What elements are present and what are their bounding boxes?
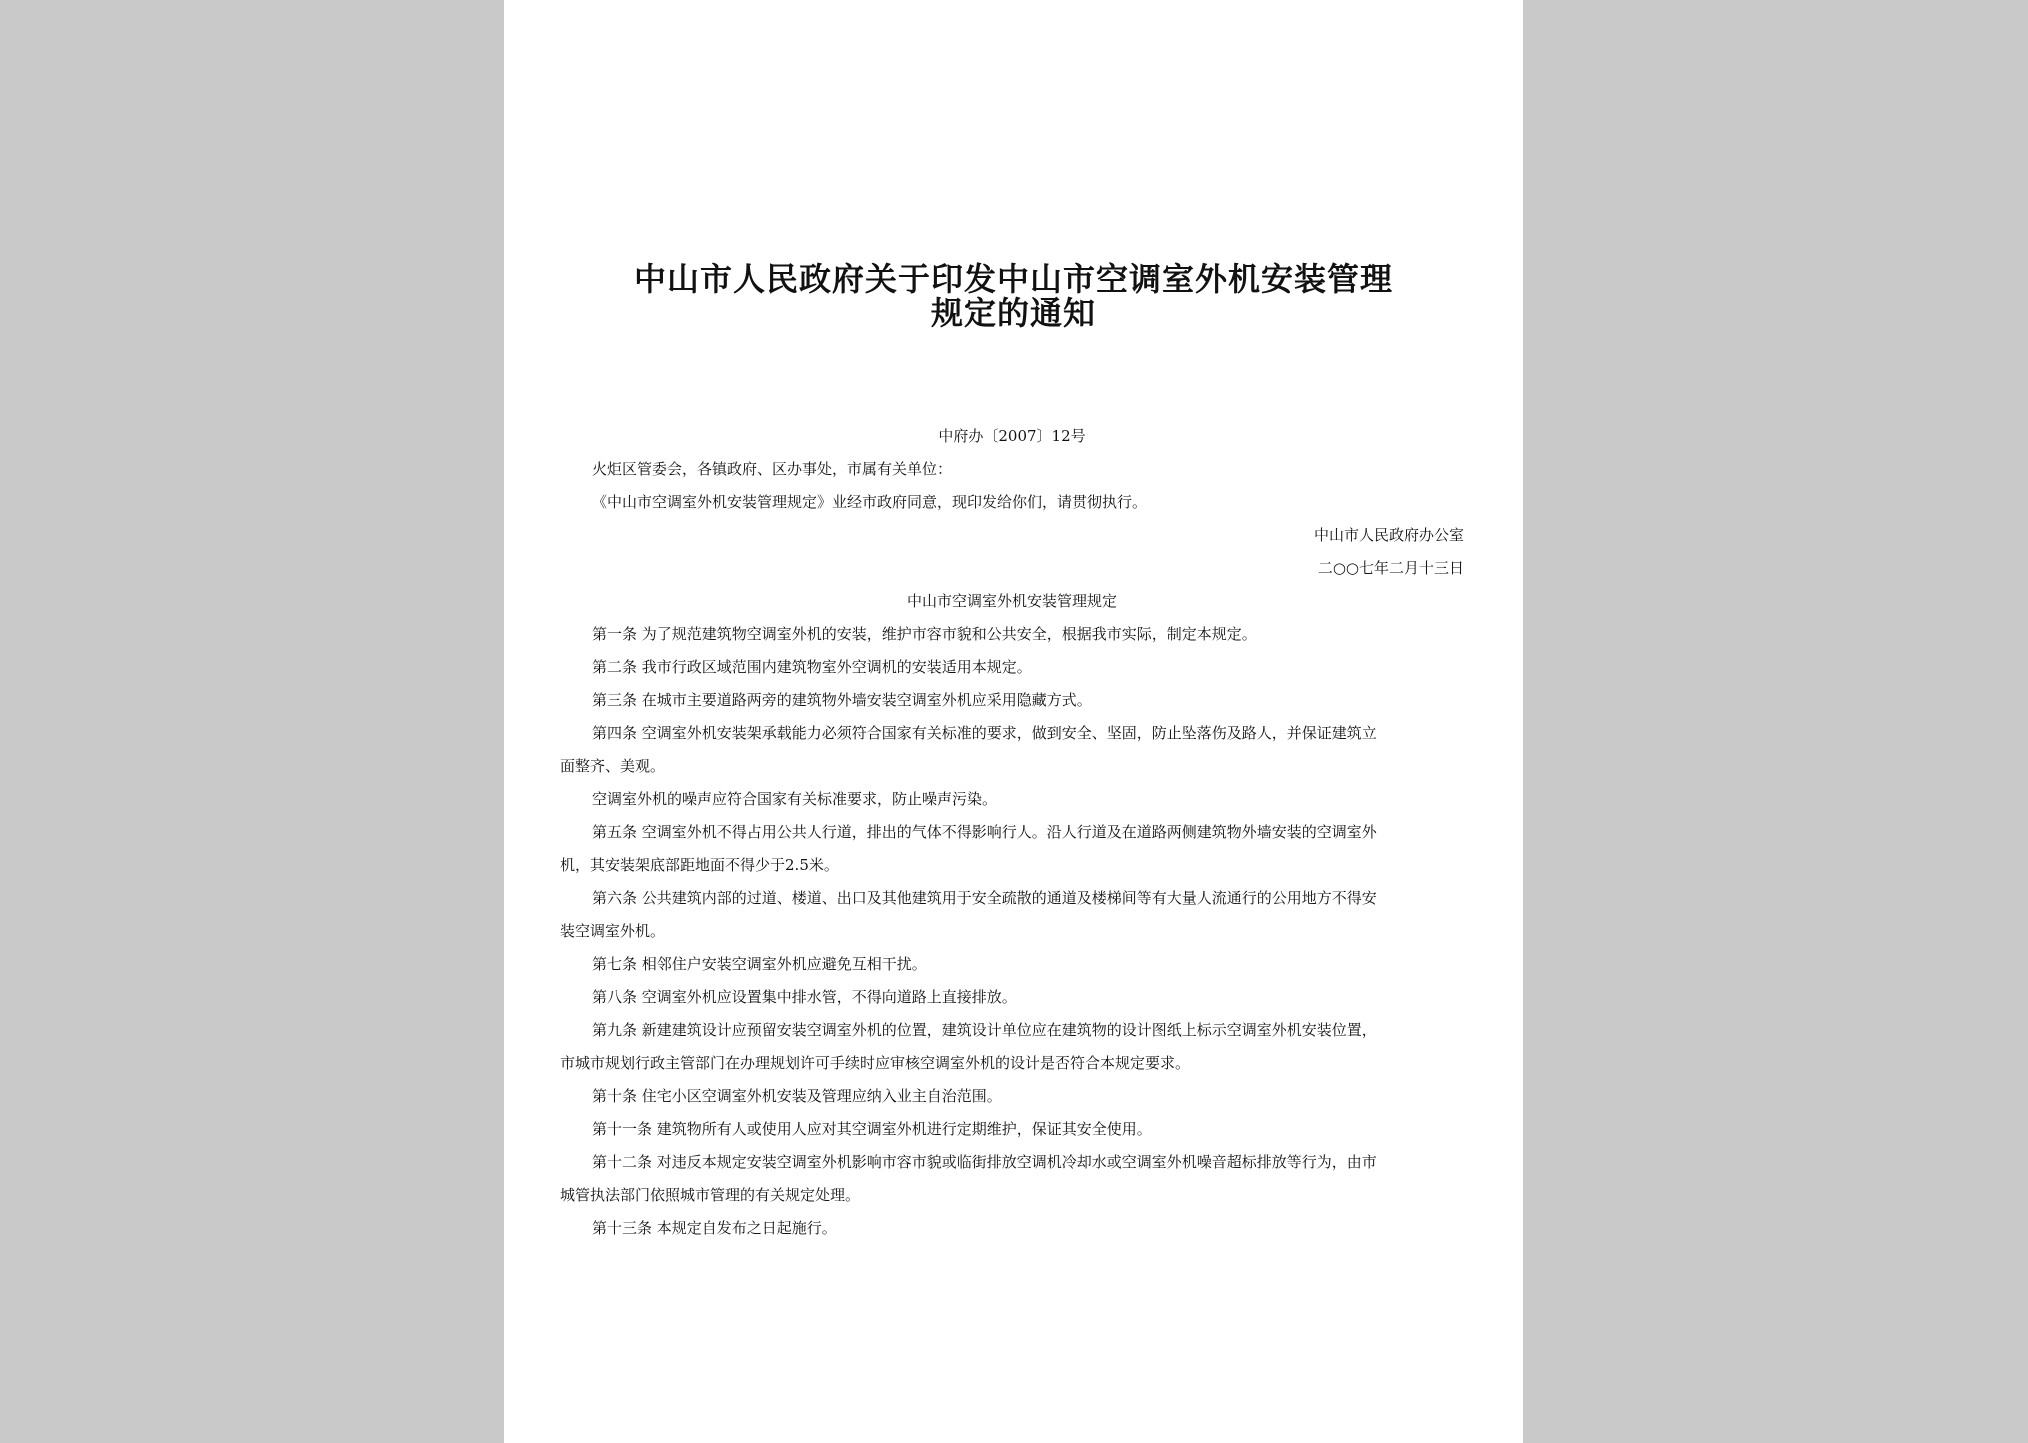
recipients: 火炬区管委会，各镇政府、区办事处，市属有关单位： — [592, 460, 953, 478]
document-page — [504, 0, 1523, 1443]
article-line: 城管执法部门依照城市管理的有关规定处理。 — [560, 1186, 861, 1204]
article-line: 第十三条 本规定自发布之日起施行。 — [592, 1219, 837, 1237]
article-line: 装空调室外机。 — [560, 922, 666, 940]
title-line-2: 规定的通知 — [930, 294, 1096, 332]
article-line: 第四条 空调室外机安装架承载能力必须符合国家有关标准的要求，做到安全、坚固，防止坠落伤及路人，并保证建筑立 — [592, 724, 1377, 742]
article-line: 第五条 空调室外机不得占用公共人行道，排出的气体不得影响行人。沿人行道及在道路两侧建筑物外墙安装的空调室外 — [592, 823, 1377, 841]
article-line: 市城市规划行政主管部门在办理规划许可手续时应审核空调室外机的设计是否符合本规定要求。 — [560, 1054, 1191, 1072]
title-line-1: 中山市人民政府关于印发中山市空调室外机安装管理 — [633, 260, 1393, 298]
article-line: 空调室外机的噪声应符合国家有关标准要求，防止噪声污染。 — [592, 790, 998, 808]
document-title — [504, 262, 1523, 330]
article-line: 第七条 相邻住户安装空调室外机应避免互相干扰。 — [592, 955, 927, 973]
issuer: 中山市人民政府办公室 — [1313, 526, 1464, 544]
article-line: 第八条 空调室外机应设置集中排水管，不得向道路上直接排放。 — [592, 988, 1017, 1006]
regulation-title: 中山市空调室外机安装管理规定 — [906, 592, 1117, 610]
article-line: 第九条 新建建筑设计应预留安装空调室外机的位置，建筑设计单位应在建筑物的设计图纸上标示空调室外机安装位置， — [592, 1021, 1377, 1039]
issue-date: 二○○七年二月十三日 — [1317, 559, 1464, 577]
article-line: 机，其安装架底部距地面不得少于2.5米。 — [560, 856, 839, 874]
article-line: 面整齐、美观。 — [560, 757, 666, 775]
article-line: 第十条 住宅小区空调室外机安装及管理应纳入业主自治范围。 — [592, 1087, 1002, 1105]
document-number: 中府办〔2007〕12号 — [938, 427, 1086, 445]
article-line: 第六条 公共建筑内部的过道、楼道、出口及其他建筑用于安全疏散的通道及楼梯间等有大量人流通行的公用地方不得安 — [592, 889, 1377, 907]
notice-text: 《中山市空调室外机安装管理规定》业经市政府同意，现印发给你们，请贯彻执行。 — [592, 493, 1148, 511]
article-line: 第一条 为了规范建筑物空调室外机的安装，维护市容市貌和公共安全，根据我市实际，制定本规定。 — [592, 625, 1257, 643]
document-body — [560, 420, 1464, 1245]
article-line: 第二条 我市行政区域范围内建筑物室外空调机的安装适用本规定。 — [592, 658, 1032, 676]
article-line: 第十一条 建筑物所有人或使用人应对其空调室外机进行定期维护，保证其安全使用。 — [592, 1120, 1152, 1138]
article-line: 第十二条 对违反本规定安装空调室外机影响市容市貌或临街排放空调机冷却水或空调室外机噪音超标排放等行为，由市 — [592, 1153, 1377, 1171]
article-line: 第三条 在城市主要道路两旁的建筑物外墙安装空调室外机应采用隐藏方式。 — [592, 691, 1092, 709]
